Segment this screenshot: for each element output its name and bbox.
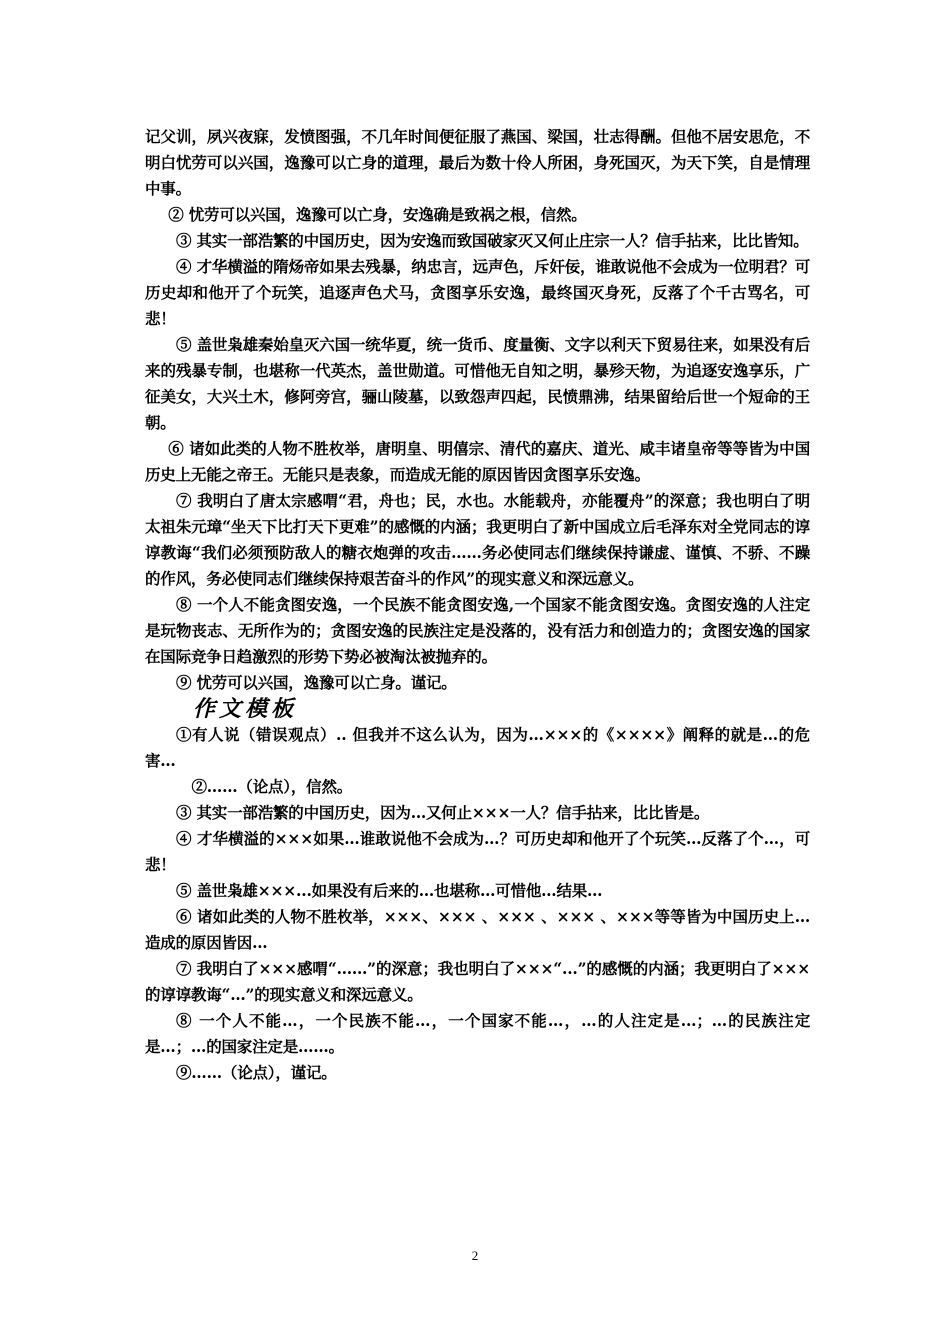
template-heading: 作文模板 <box>193 696 298 722</box>
paragraph-6: ⑥ 诸如此类的人物不胜枚举，唐明皇、明僖宗、清代的嘉庆、道光、咸丰诸皇帝等等皆为中国历史上无能之帝王。无能只是表象，而造成无能的原因皆因贪图享乐安逸。 <box>145 439 810 484</box>
paragraph-9: ⑨ 忧劳可以兴国，逸豫可以亡身。谨记。 <box>176 673 457 692</box>
template-item-7: ⑦ 我明白了×××感喟“……”的深意；我也明白了×××“...”的感慨的内涵；我更明白了×××的谆谆教诲“…”的现实意义和深远意义。 <box>145 959 810 1004</box>
paragraph-7: ⑦ 我明白了唐太宗感喟“君，舟也；民，水也。水能载舟，亦能覆舟”的深意；我也明白了明太祖朱元璋“坐天下比打天下更难”的感慨的内涵；我更明白了新中国成立后毛泽东对全党同志的谆谆教诲“我们必须预防敌人的糖衣炮弹的攻击……务必使同志们继续保持谦虚、谨慎、不骄、不躁的作风，务必使同志们继续保持艰苦奋斗的作风”的现实意义和深远意义。 <box>145 491 810 588</box>
template-item-1: ①有人说（错误观点）.. 但我并不这么认为，因为…×××的《××××》阐释的就是…的危害… <box>145 725 810 770</box>
template-item-2: ②……（论点），信然。 <box>191 777 353 796</box>
paragraph-2: ② 忧劳可以兴国，逸豫可以亡身，安逸确是致祸之根，信然。 <box>168 205 587 224</box>
template-item-5: ⑤ 盖世枭雄×××...如果没有后来的…也堪称…可惜他…结果… <box>176 881 603 900</box>
template-item-3: ③ 其实一部浩繁的中国历史，因为…又何止×××一人？信手拈来，比比皆是。 <box>176 803 710 822</box>
paragraph-4: ④ 才华横溢的隋炀帝如果去残暴，纳忠言，远声色，斥奸佞，谁敢说他不会成为一位明君？可历史却和他开了个玩笑，追逐声色犬马，贪图享乐安逸，最终国灭身死，反落了个千古骂名，可悲！ <box>145 257 810 328</box>
template-item-9: ⑨……（论点），谨记。 <box>176 1063 337 1082</box>
paragraph-5: ⑤ 盖世枭雄秦始皇灭六国一统华夏，统一货币、度量衡、文字以利天下贸易往来，如果没有后来的残暴专制，也堪称一代英杰，盖世勋道。可惜他无自知之明，暴殄天物，为追逐安逸享乐，广征美女，大兴土木，修阿旁宫，骊山陵墓，以致怨声四起，民愤鼎沸，结果留给后世一个短命的王朝。 <box>145 335 810 432</box>
paragraph-continuation: 记父训，夙兴夜寐，发愤图强，不几年时间便征服了燕国、梁国，壮志得酬。但他不居安思危，不明白忧劳可以兴国，逸豫可以亡身的道理，最后为数十伶人所困，身死国灭，为天下笑，自是情理中事。 <box>145 127 810 198</box>
paragraph-8: ⑧ 一个人不能贪图安逸，一个民族不能贪图安逸,一个国家不能贪图安逸。贪图安逸的人注定是玩物丧志、无所作为的；贪图安逸的民族注定是没落的，没有活力和创造力的；贪图安逸的国家在国际竞争日趋激烈的形势下势必被淘汰被抛弃的。 <box>145 595 810 666</box>
paragraph-3: ③ 其实一部浩繁的中国历史，因为安逸而致国破家灭又何止庄宗一人？信手拈来，比比皆知。 <box>176 231 809 250</box>
template-item-8: ⑧ 一个人不能…，一个民族不能…，一个国家不能…，…的人注定是...；…的民族注定是…；…的国家注定是……。 <box>145 1011 810 1056</box>
document-body <box>145 124 810 1086</box>
template-item-4: ④ 才华横溢的×××如果…谁敢说他不会成为…？可历史却和他开了个玩笑…反落了个…，可悲！ <box>145 829 810 874</box>
template-item-6: ⑥ 诸如此类的人物不胜枚举，×××、××× 、××× 、××× 、×××等等皆为中国历史上…造成的原因皆因… <box>145 907 810 952</box>
page-number: 2 <box>471 1248 479 1263</box>
